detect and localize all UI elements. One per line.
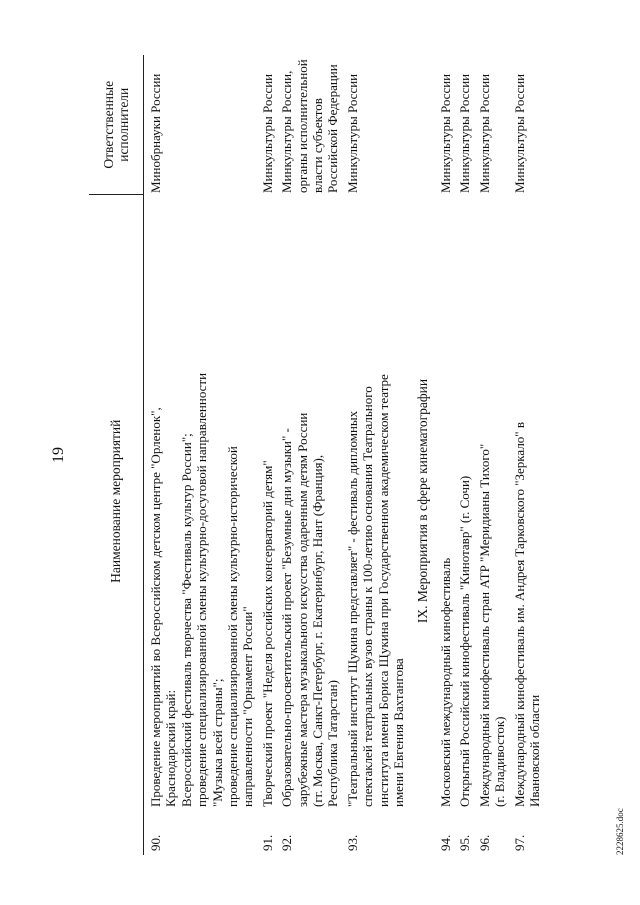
rotated-page [50,55,625,855]
event-name [275,195,341,807]
event-name-line: Проведение мероприятий во Всероссийском детском центре "Орленок", [148,407,163,807]
event-name-line: "Музыка всей страны"; [209,678,225,807]
responsible-line: Минкультуры России [457,73,473,193]
table-row [473,55,508,855]
section-row [407,55,434,855]
event-name-line: Международный кинофестиваль стран АТР "Меридианы Тихого" [476,443,492,807]
event-name [453,195,472,807]
event-name [473,195,508,807]
event-name-line: Всероссийский фестиваль творчества "Фестиваль культур России"; [178,433,194,807]
table-row [275,55,341,855]
event-name [508,195,543,807]
event-name-line: проведение специализированной смены культурно-исторической [225,446,241,807]
header-event-name: Наименование мероприятий [89,195,144,807]
responsible [256,55,275,195]
responsible-line: Минкультуры России [511,73,527,193]
event-name-line: имени Евгения Вахтангова [391,658,407,807]
event-name-line: (г. Владивосток) [492,716,508,807]
event-name-line: Московский международный кинофестиваль [437,557,453,807]
event-name-line: проведение специализированной смены культурно-досуговой направленности [194,372,210,807]
table-row [341,55,407,855]
responsible [508,55,543,195]
event-name-line: института имени Бориса Щукина при Государственном академическом театре [375,374,391,807]
responsible-line: Минобрнауки России [148,73,163,193]
row-number: 95. [457,834,473,851]
event-name-line: направленности "Орнамент России" [240,606,256,807]
responsible [453,55,472,195]
events-table [89,55,542,855]
responsible [473,55,508,195]
row-number: 93. [344,834,360,851]
event-name-line: спектаклей театральных вузов страны к 100-летию основания Театрального [360,386,376,807]
event-name-line: зарубежные мастера музыкального искусства одаренным детям России [294,412,310,807]
event-name-line: Международный кинофестиваль им. Андрея Тарковского "Зеркало" в [511,422,527,807]
event-name [256,195,275,807]
event-name-line: (гг. Москва, Санкт-Петербург, г. Екатеринбург, Нант (Франция), [310,454,326,807]
responsible-line: Минкультуры России [476,73,492,193]
event-name-line: Ивановской области [526,694,542,807]
responsible [275,55,341,195]
responsible-line: органы исполнительной [294,59,310,193]
row-number: 92. [279,834,295,851]
section-title: IX. Мероприятия в сфере кинематографии [414,378,430,624]
responsible-line: Минкультуры России [437,73,453,193]
header-responsible-line: исполнители [116,87,131,162]
event-name [341,195,407,807]
event-name [434,195,453,807]
table-row [256,55,275,855]
event-name-line: Открытый Российский кинофестиваль "Кинотавр" (г. Сочи) [457,475,473,807]
table-header-row [89,55,144,855]
row-number: 97. [511,834,527,851]
responsible-line: Российской Федерации [325,64,341,193]
row-number: 91. [259,834,275,851]
responsible-line: Минкультуры России [259,73,275,193]
header-number [89,807,144,855]
responsible-line: власти субъектов [310,98,326,193]
event-name-line: Краснодарский край: [163,689,179,807]
event-name [144,195,256,807]
row-number: 94. [437,834,453,851]
responsible [144,55,256,195]
table-row [508,55,543,855]
responsible-line: Минкультуры России [344,73,360,193]
event-name-line: Творческий проект "Неделя российских консерваторий детям" [259,460,275,807]
event-name-line: "Театральный институт Щукина представляет" - фестиваль дипломных [344,410,360,807]
table-row [144,55,256,855]
document-code: 2228625.doc [615,808,625,855]
page-number: 19 [50,447,67,463]
row-number: 96. [476,834,492,851]
row-number: 90. [148,834,163,851]
header-responsible [89,55,144,195]
responsible-line: Минкультуры России, [279,70,295,193]
responsible [434,55,453,195]
table-row [453,55,472,855]
header-responsible-line: Ответственные [100,80,116,169]
event-name-line: Образовательно-просветительский проект "Безумные дни музыки" - [279,428,295,807]
responsible [341,55,407,195]
table-row [434,55,453,855]
event-name-line: Республика Татарстан) [325,680,341,807]
